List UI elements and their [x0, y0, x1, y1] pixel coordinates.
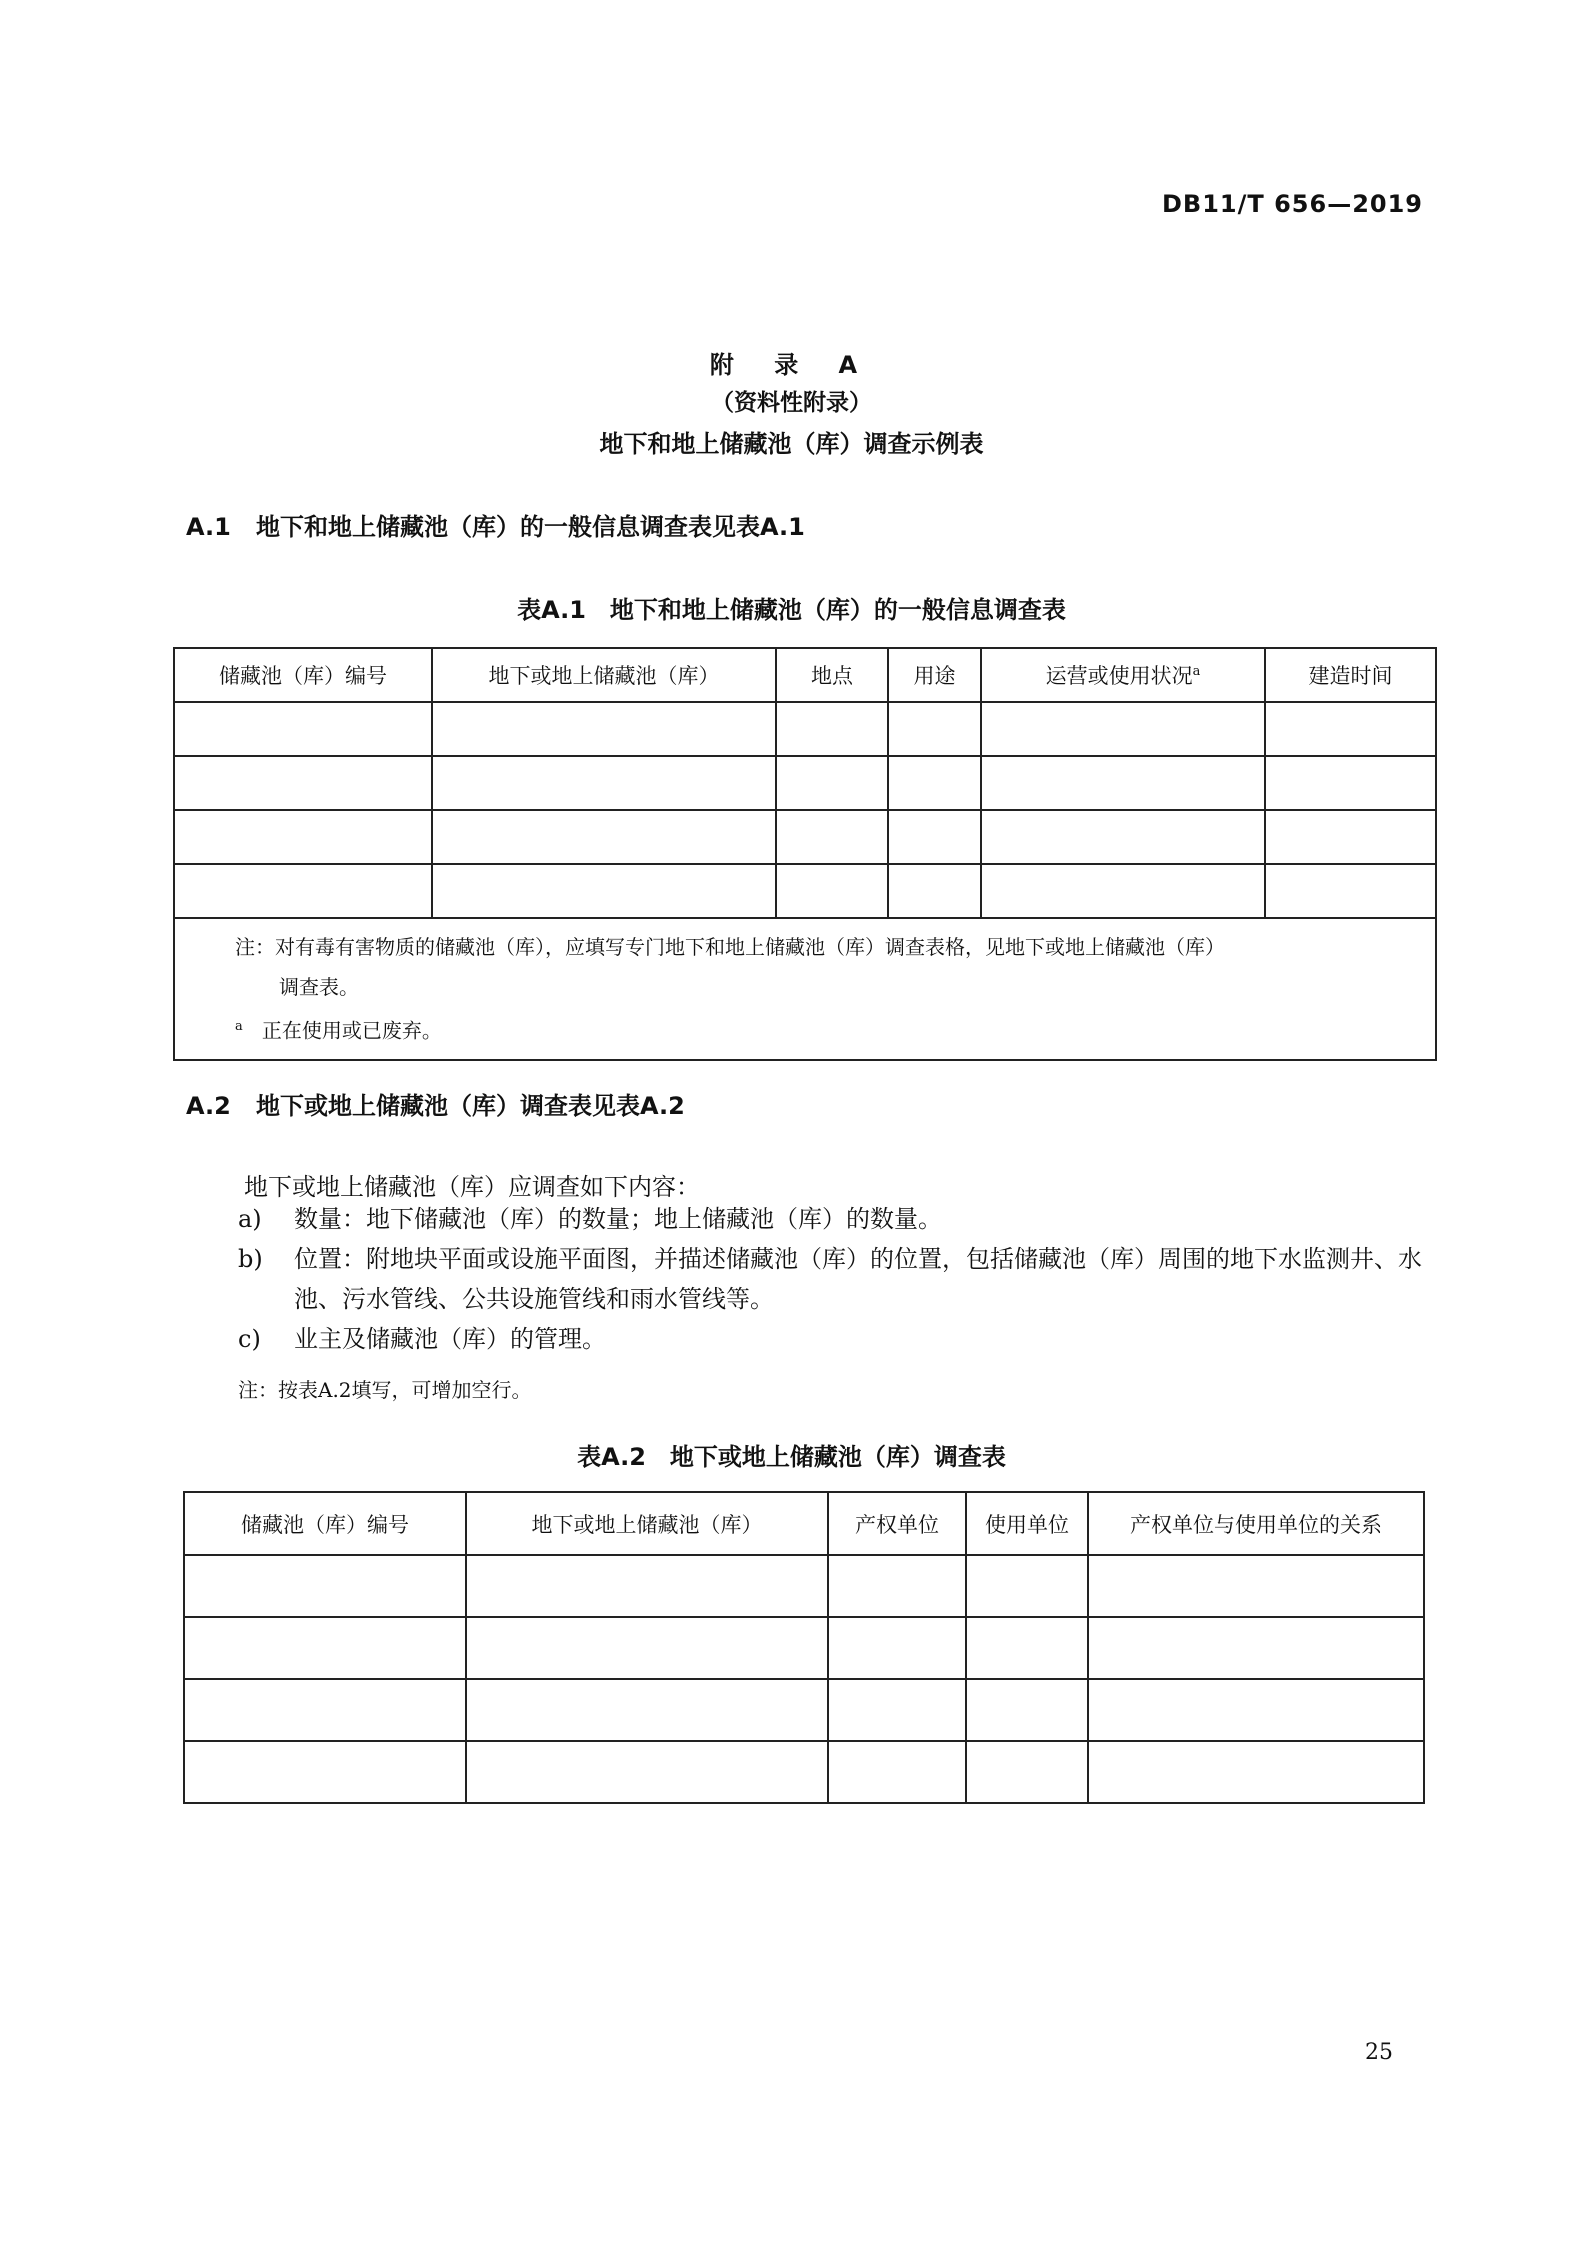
- list-marker: b): [238, 1245, 263, 1273]
- table-cell[interactable]: [966, 1555, 1088, 1617]
- column-header: 用途: [888, 648, 981, 702]
- table-a2: [183, 1491, 1425, 1804]
- table-row: [184, 1555, 1424, 1617]
- table-row: [174, 864, 1436, 918]
- table-cell[interactable]: [174, 756, 432, 810]
- footnote-text: 正在使用或已废弃。: [261, 1018, 442, 1043]
- table-cell[interactable]: [966, 1679, 1088, 1741]
- table-cell[interactable]: [184, 1617, 466, 1679]
- column-header: 地下或地上储藏池（库）: [466, 1492, 828, 1555]
- table-cell[interactable]: [466, 1617, 828, 1679]
- table-cell[interactable]: [776, 756, 888, 810]
- table-cell[interactable]: [174, 864, 432, 918]
- table-a2-caption: 表A.2 地下或地上储藏池（库）调查表: [577, 1443, 1006, 1471]
- footnote-marker: a: [235, 1019, 243, 1034]
- table-notes: [174, 918, 1436, 1060]
- table-notes-row: [174, 918, 1436, 1060]
- table-cell[interactable]: [184, 1679, 466, 1741]
- column-header: 产权单位: [828, 1492, 966, 1555]
- list-item-text: 业主及储藏池（库）的管理。: [294, 1325, 606, 1353]
- section-a2-heading: [186, 1086, 685, 1121]
- table-cell[interactable]: [174, 810, 432, 864]
- table-row: [174, 756, 1436, 810]
- table-cell[interactable]: [888, 756, 981, 810]
- table-cell[interactable]: [1088, 1679, 1424, 1741]
- table-row: [184, 1679, 1424, 1741]
- table-cell[interactable]: [828, 1741, 966, 1803]
- section-heading-text: 地下或地上储藏池（库）调查表见表A.2: [256, 1092, 685, 1120]
- table-cell[interactable]: [981, 864, 1265, 918]
- footnote-marker: a: [1192, 664, 1201, 679]
- footnote: [235, 1007, 1415, 1051]
- table-cell[interactable]: [1088, 1555, 1424, 1617]
- list-item: [238, 1319, 1428, 1359]
- table-a1: [173, 647, 1437, 1061]
- list-item-text: 位置：附地块平面或设施平面图，并描述储藏池（库）的位置，包括储藏池（库）周围的地下水监测井、水池、污水管线、公共设施管线和雨水管线等。: [294, 1245, 1422, 1313]
- list-item: [238, 1199, 1428, 1239]
- section-note: 注：按表A.2填写，可增加空行。: [238, 1378, 532, 1402]
- table-cell[interactable]: [966, 1741, 1088, 1803]
- table-cell[interactable]: [1265, 810, 1436, 864]
- column-header: 储藏池（库）编号: [184, 1492, 466, 1555]
- column-header: 地点: [776, 648, 888, 702]
- table-cell[interactable]: [981, 702, 1265, 756]
- column-header-label: 运营或使用状况: [1045, 664, 1193, 688]
- table-cell[interactable]: [776, 864, 888, 918]
- column-header: 储藏池（库）编号: [174, 648, 432, 702]
- table-cell[interactable]: [981, 756, 1265, 810]
- table-cell[interactable]: [966, 1617, 1088, 1679]
- table-cell[interactable]: [184, 1555, 466, 1617]
- table-cell[interactable]: [1088, 1617, 1424, 1679]
- content-list: [238, 1199, 1428, 1359]
- table-cell[interactable]: [1265, 756, 1436, 810]
- table-cell[interactable]: [828, 1617, 966, 1679]
- table-cell[interactable]: [184, 1741, 466, 1803]
- standard-code: DB11/T 656—2019: [1162, 190, 1423, 218]
- table-cell[interactable]: [776, 810, 888, 864]
- table-cell[interactable]: [776, 702, 888, 756]
- table-a1-caption: 表A.1 地下和地上储藏池（库）的一般信息调查表: [517, 596, 1066, 624]
- table-row: [184, 1617, 1424, 1679]
- page-number: 25: [1365, 2040, 1393, 2065]
- note-line: 调查表。: [279, 975, 359, 999]
- table-cell[interactable]: [888, 810, 981, 864]
- table-cell[interactable]: [1265, 702, 1436, 756]
- appendix-title: 附 录 A: [709, 351, 874, 379]
- table-header-row: [184, 1492, 1424, 1555]
- list-item-text: 数量：地下储藏池（库）的数量；地上储藏池（库）的数量。: [294, 1205, 942, 1233]
- table-cell[interactable]: [432, 864, 776, 918]
- table-cell[interactable]: [432, 756, 776, 810]
- table-cell[interactable]: [466, 1555, 828, 1617]
- note-line: 注：对有毒有害物质的储藏池（库），应填写专门地下和地上储藏池（库）调查表格，见地下或地上储藏池（库）: [235, 935, 1225, 959]
- table-cell[interactable]: [466, 1679, 828, 1741]
- table-cell[interactable]: [888, 702, 981, 756]
- table-cell[interactable]: [466, 1741, 828, 1803]
- table-cell[interactable]: [828, 1679, 966, 1741]
- list-marker: c): [238, 1325, 261, 1353]
- section-number: A.1: [186, 513, 231, 541]
- section-number: A.2: [186, 1092, 231, 1120]
- table-cell[interactable]: [174, 702, 432, 756]
- appendix-nature: （资料性附录）: [711, 390, 872, 416]
- table-cell[interactable]: [1088, 1741, 1424, 1803]
- column-header: 产权单位与使用单位的关系: [1088, 1492, 1424, 1555]
- table-cell[interactable]: [888, 864, 981, 918]
- table-cell[interactable]: [1265, 864, 1436, 918]
- table-row: [174, 810, 1436, 864]
- table-header-row: [174, 648, 1436, 702]
- column-header: 使用单位: [966, 1492, 1088, 1555]
- table-cell[interactable]: [432, 702, 776, 756]
- table-cell[interactable]: [828, 1555, 966, 1617]
- table-cell[interactable]: [432, 810, 776, 864]
- intro-paragraph: 地下或地上储藏池（库）应调查如下内容：: [244, 1173, 700, 1201]
- appendix-name: 地下和地上储藏池（库）调查示例表: [599, 430, 984, 458]
- column-header: [981, 648, 1265, 702]
- table-row: [174, 702, 1436, 756]
- list-marker: a): [238, 1205, 262, 1233]
- column-header: 地下或地上储藏池（库）: [432, 648, 776, 702]
- column-header: 建造时间: [1265, 648, 1436, 702]
- table-row: [184, 1741, 1424, 1803]
- list-item: [238, 1239, 1428, 1319]
- section-a1-heading: [186, 507, 805, 542]
- section-heading-text: 地下和地上储藏池（库）的一般信息调查表见表A.1: [256, 513, 805, 541]
- table-cell[interactable]: [981, 810, 1265, 864]
